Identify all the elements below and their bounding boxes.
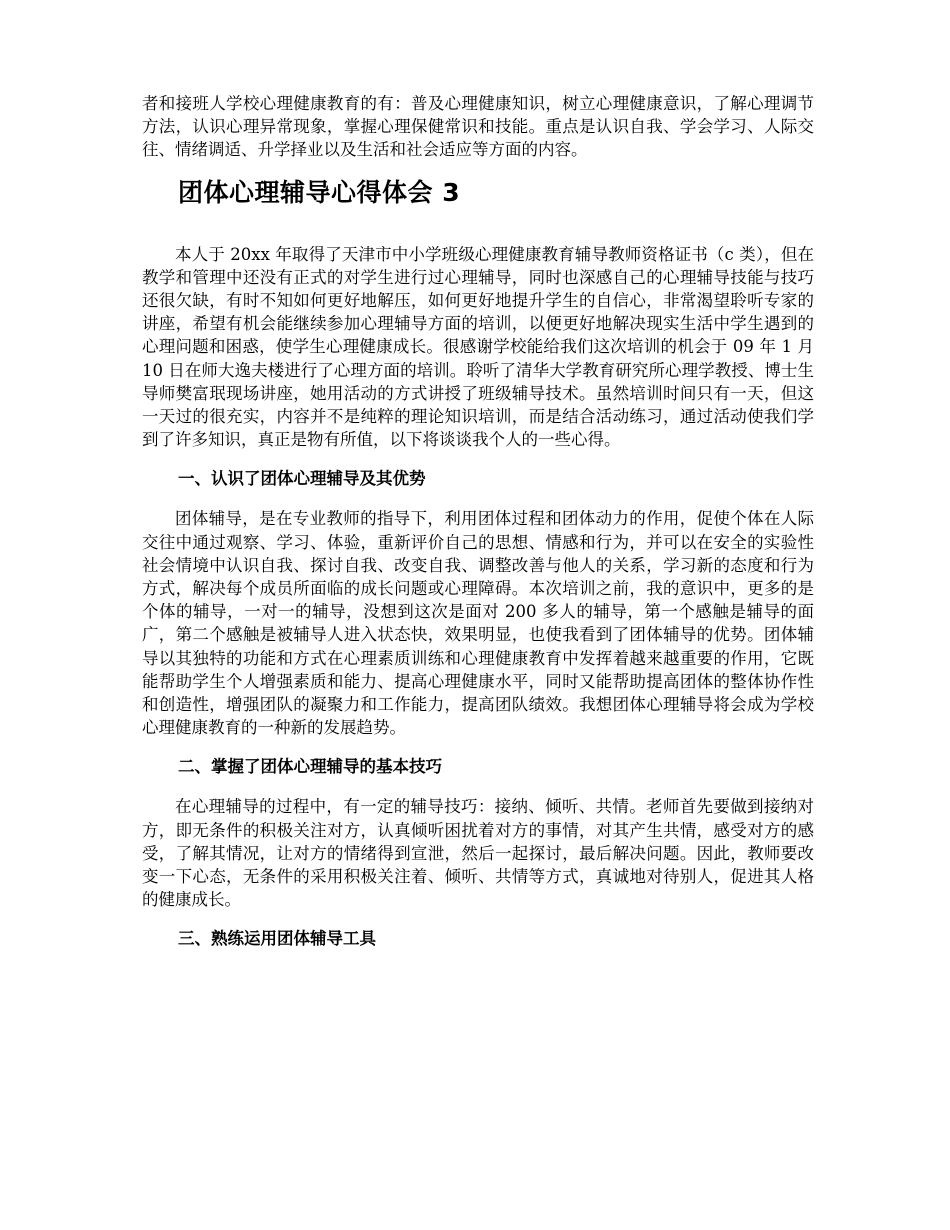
spacer [142, 739, 814, 755]
spacer [142, 778, 814, 795]
spacer [142, 490, 814, 507]
spacer [142, 162, 814, 177]
section-1-heading: 一、认识了团体心理辅导及其优势 [178, 469, 426, 489]
section-2-body: 在心理辅导的过程中，有一定的辅导技巧：接纳、倾听、共情。老师首先要做到接纳对方，即无条件的积极关注对方，认真倾听困扰着对方的事情，对其产生共情，感受对方的感受，了解其情况，让对方的情绪得到宣泄，然后一起探讨，最后解决问题。因此，教师要改变一下心态，无条件的采用积极关注着、倾听、共情等方式，真诚地对待别人，促进其人格的健康成长。 [142, 797, 814, 910]
document-title: 团体心理辅导心得体会 3 [178, 177, 461, 207]
spacer [142, 911, 814, 927]
intro-paragraph: 者和接班人学校心理健康教育的有：普及心理健康知识，树立心理健康意识，了解心理调节方法，认识心理异常现象，掌握心理保健常识和技能。重点是认识自我、学会学习、人际交往、情绪调适、升学择业以及生活和社会适应等方面的内容。 [142, 94, 814, 160]
section-1-body: 团体辅导，是在专业教师的指导下，利用团体过程和团体动力的作用，促使个体在人际交往中通过观察、学习、体验，重新评价自己的思想、情感和行为，并可以在安全的实验性社会情境中认识自我、探讨自我、改变自我、调整改善与他人的关系，学习新的态度和行为方式，解决每个成员所面临的成长问题或心理障碍。本次培训之前，我的意识中，更多的是个体的辅导，一对一的辅导，没想到这次是面对 200 多人的辅导，第一个感触是辅导的面广，第二个感触是被辅导人进入状态快，效果明显，也使我看到了团体辅导的优势。团体辅导以其独特的功能和方式在心理素质训练和心理健康教育中发挥着越来越重要的作用，它既能帮助学生个人增强素质和能力、提高心理健康水平，同时又能帮助提高团体的整体协作性和创造性，增强团队的凝聚力和工作能力，提高团队绩效。我想团体心理辅导将会成为学校心理健康教育的一种新的发展趋势。 [142, 509, 814, 738]
spacer [142, 451, 814, 467]
body-paragraph-1: 本人于 20xx 年取得了天津市中小学班级心理健康教育辅导教师资格证书（c 类），但在教学和管理中还没有正式的对学生进行过心理辅导，同时也深感自己的心理辅导技能与技巧还很欠缺，有时不知如何更好地解压，如何更好地提升学生的自信心，非常渴望聆听专家的讲座，希望有机会能继续参加心理辅导方面的培训，以便更好地解决现实生活中学生遇到的心理问题和困惑，使学生心理健康成长。很感谢学校能给我们这次培训的机会于 09 年 1 月 10 日在师大逸夫楼进行了心理方面的培训。聆听了清华大学教育研究所心理学教授、博士生导师樊富珉现场讲座，她用活动的方式讲授了班级辅导技术。虽然培训时间只有一天，但这一天过的很充实，内容并不是纯粹的理论知识培训，而是结合活动练习，通过活动使我们学到了许多知识，真正是物有所值，以下将谈谈我个人的一些心得。 [142, 244, 814, 450]
section-3-heading: 三、熟练运用团体辅导工具 [178, 929, 376, 949]
document-page [142, 92, 814, 950]
spacer [142, 209, 814, 243]
section-2-heading: 二、掌握了团体心理辅导的基本技巧 [178, 757, 442, 777]
